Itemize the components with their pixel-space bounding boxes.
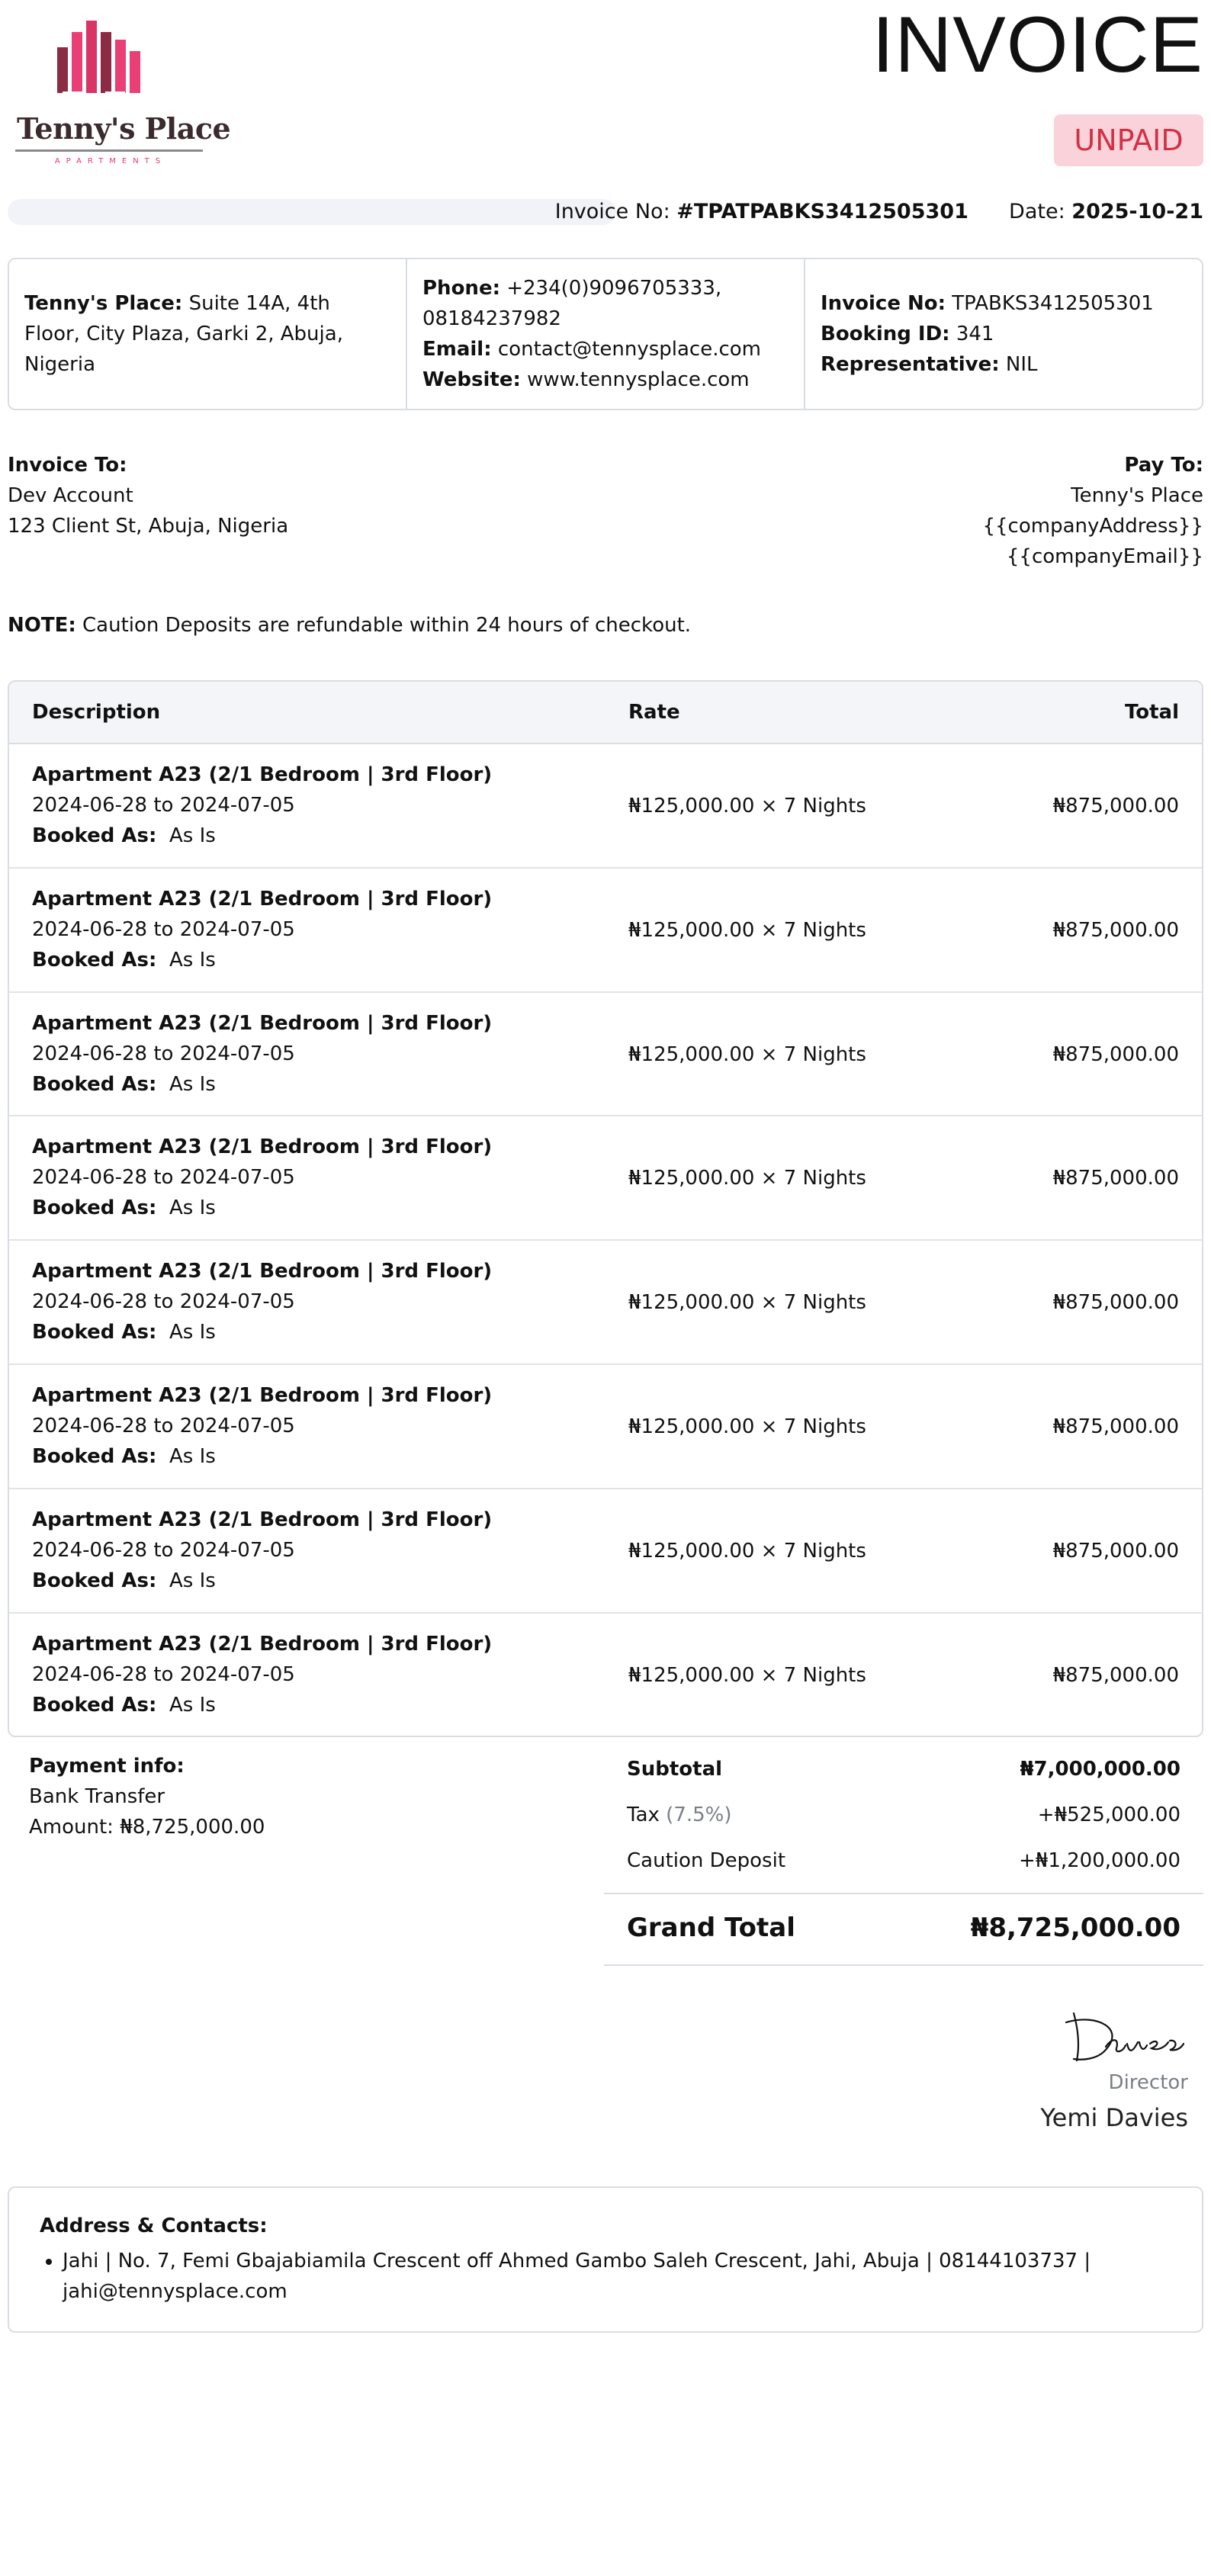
- table-row: [9, 1614, 1202, 1737]
- payee-name: Tenny's Place: [1071, 484, 1203, 507]
- table-header: [9, 682, 1202, 744]
- payee-email: {{companyEmail}}: [1006, 545, 1203, 568]
- signatory-name: Yemi Davies: [1040, 2103, 1188, 2132]
- footer-contacts: [8, 2186, 1203, 2333]
- item-description: [32, 1256, 492, 1347]
- item-name: Apartment A23 (2/1 Bedroom | 3rd Floor): [32, 1011, 493, 1035]
- header-rate: Rate: [628, 701, 680, 724]
- item-total: ₦875,000.00: [1052, 1415, 1179, 1438]
- booked-as-label: Booked As:: [32, 1072, 157, 1096]
- logo-bars-icon: [8, 17, 198, 108]
- item-total: ₦875,000.00: [1052, 1042, 1179, 1066]
- item-name: Apartment A23 (2/1 Bedroom | 3rd Floor): [32, 763, 493, 786]
- booked-as-value: As Is: [169, 1072, 216, 1096]
- booked-as-value: As Is: [169, 1444, 216, 1468]
- phone-label: Phone:: [422, 277, 500, 300]
- tax-row: [604, 1792, 1203, 1838]
- item-description: [32, 1132, 492, 1223]
- pay-to-label: Pay To:: [1124, 454, 1203, 477]
- tax-rate: (7.5%): [666, 1804, 732, 1826]
- company-info-box: [8, 258, 1203, 410]
- booked-as-label: Booked As:: [32, 1321, 157, 1344]
- subtotal-value: ₦7,000,000.00: [1020, 1758, 1180, 1781]
- footer-list: [40, 2246, 1171, 2307]
- phone-value: +234(0)9096705333, 08184237982: [422, 277, 722, 330]
- company-address-col: [9, 259, 406, 409]
- payment-info: [29, 1751, 265, 1842]
- client-name: Dev Account: [8, 484, 133, 507]
- item-total: ₦875,000.00: [1052, 1663, 1179, 1687]
- item-rate: ₦125,000.00 × 7 Nights: [628, 1663, 866, 1687]
- booked-as-label: Booked As:: [32, 1444, 157, 1468]
- info-invoice-no-label: Invoice No:: [821, 292, 946, 315]
- payment-method: Bank Transfer: [29, 1785, 165, 1808]
- table-row: [9, 1489, 1202, 1614]
- item-total: ₦875,000.00: [1052, 1291, 1179, 1315]
- booked-as-label: Booked As:: [32, 1569, 157, 1592]
- signature-image: [1043, 1998, 1188, 2074]
- representative-label: Representative:: [821, 353, 1000, 376]
- info-invoice-no: TPABKS3412505301: [952, 292, 1154, 315]
- item-description: [32, 760, 492, 851]
- booked-as-label: Booked As:: [32, 824, 157, 847]
- email-label: Email:: [422, 338, 492, 361]
- invoice-no-value: #TPATPABKS3412505301: [676, 200, 968, 223]
- item-dates: 2024-06-28 to 2024-07-05: [32, 1662, 295, 1686]
- header-total: Total: [1124, 701, 1179, 724]
- table-row: [9, 993, 1202, 1117]
- pay-to-block: [982, 450, 1203, 572]
- table-row: [9, 1241, 1202, 1365]
- item-dates: 2024-06-28 to 2024-07-05: [32, 1414, 295, 1437]
- note-text: Caution Deposits are refundable within 24 hours of checkout.: [82, 614, 692, 637]
- booked-as-value: As Is: [169, 824, 216, 847]
- note-label: NOTE:: [8, 614, 76, 637]
- grand-total-row: [604, 1893, 1203, 1966]
- date-value: 2025-10-21: [1071, 200, 1203, 223]
- item-dates: 2024-06-28 to 2024-07-05: [32, 794, 295, 817]
- item-description: [32, 884, 492, 975]
- company-contact-col: [406, 259, 804, 409]
- item-dates: 2024-06-28 to 2024-07-05: [32, 1538, 295, 1562]
- item-rate: ₦125,000.00 × 7 Nights: [628, 1291, 866, 1315]
- booked-as-value: As Is: [169, 1321, 216, 1344]
- totals-block: [604, 1746, 1203, 1966]
- logo-wordmark: Tenny's Place: [17, 111, 231, 146]
- company-label: Tenny's Place:: [24, 292, 183, 315]
- invoice-to-label: Invoice To:: [8, 454, 127, 477]
- booked-as-value: As Is: [169, 1196, 216, 1220]
- item-dates: 2024-06-28 to 2024-07-05: [32, 1042, 295, 1065]
- booking-id-value: 341: [956, 323, 994, 345]
- item-dates: 2024-06-28 to 2024-07-05: [32, 1166, 295, 1190]
- table-row: [9, 869, 1202, 993]
- table-row: [9, 1116, 1202, 1241]
- booked-as-label: Booked As:: [32, 1693, 157, 1717]
- booking-id-label: Booking ID:: [821, 323, 950, 345]
- booked-as-label: Booked As:: [32, 1196, 157, 1220]
- item-rate: ₦125,000.00 × 7 Nights: [628, 1415, 866, 1438]
- date-label: Date:: [1009, 200, 1065, 223]
- email-value[interactable]: contact@tennysplace.com: [497, 338, 762, 361]
- payee-address: {{companyAddress}}: [982, 515, 1203, 538]
- invoice-to-block: [8, 450, 288, 541]
- item-name: Apartment A23 (2/1 Bedroom | 3rd Floor): [32, 1632, 493, 1656]
- item-description: [32, 1629, 492, 1720]
- grand-total-label: Grand Total: [627, 1913, 795, 1943]
- item-name: Apartment A23 (2/1 Bedroom | 3rd Floor): [32, 1383, 493, 1407]
- note: [8, 610, 691, 641]
- items-table: [8, 680, 1203, 1737]
- item-rate: ₦125,000.00 × 7 Nights: [628, 1167, 866, 1190]
- caution-label: Caution Deposit: [627, 1849, 786, 1872]
- item-dates: 2024-06-28 to 2024-07-05: [32, 917, 295, 941]
- company-logo: [8, 17, 231, 165]
- grand-total-value: ₦8,725,000.00: [970, 1913, 1180, 1943]
- item-rate: ₦125,000.00 × 7 Nights: [628, 1539, 866, 1563]
- logo-tagline: APARTMENTS: [54, 157, 167, 165]
- item-description: [32, 1380, 492, 1472]
- footer-title: Address & Contacts:: [40, 2215, 268, 2237]
- representative-value: NIL: [1005, 353, 1038, 376]
- website-label: Website:: [422, 368, 521, 391]
- tax-label: Tax: [627, 1804, 660, 1826]
- logo-divider: [15, 149, 203, 152]
- subtotal-label: Subtotal: [627, 1758, 723, 1781]
- item-name: Apartment A23 (2/1 Bedroom | 3rd Floor): [32, 1508, 493, 1531]
- item-name: Apartment A23 (2/1 Bedroom | 3rd Floor): [32, 1260, 493, 1283]
- item-rate: ₦125,000.00 × 7 Nights: [628, 918, 866, 942]
- table-row: [9, 744, 1202, 869]
- client-address: 123 Client St, Abuja, Nigeria: [8, 515, 289, 538]
- booked-as-value: As Is: [169, 1569, 216, 1592]
- item-rate: ₦125,000.00 × 7 Nights: [628, 795, 866, 817]
- invoice-meta: [555, 197, 1203, 227]
- page-title: INVOICE: [872, 1, 1203, 89]
- item-description: [32, 1505, 492, 1596]
- payment-info-title: Payment info:: [29, 1755, 185, 1778]
- item-total: ₦875,000.00: [1052, 1539, 1179, 1563]
- header-description: Description: [32, 701, 161, 724]
- item-description: [32, 1008, 492, 1100]
- booked-as-value: As Is: [169, 948, 216, 972]
- website-value[interactable]: www.tennysplace.com: [527, 368, 750, 391]
- invoice-no-label: Invoice No:: [554, 200, 670, 223]
- booking-info-col: [804, 259, 1202, 409]
- company-address: Suite 14A, 4th Floor, City Plaza, Garki 2, Abuja, Nigeria: [24, 292, 343, 376]
- booked-as-label: Booked As:: [32, 948, 157, 972]
- item-total: ₦875,000.00: [1052, 918, 1179, 942]
- table-row: [9, 1365, 1202, 1489]
- subtotal-row: [604, 1746, 1203, 1792]
- item-total: ₦875,000.00: [1052, 1167, 1179, 1190]
- status-badge: UNPAID: [1054, 114, 1203, 166]
- caution-value: +₦1,200,000.00: [1019, 1849, 1180, 1872]
- booked-as-value: As Is: [169, 1693, 216, 1717]
- item-name: Apartment A23 (2/1 Bedroom | 3rd Floor): [32, 887, 493, 911]
- tax-value: +₦525,000.00: [1037, 1804, 1180, 1826]
- signatory-role: Director: [1108, 2071, 1188, 2094]
- placeholder-bar: [8, 199, 616, 225]
- item-rate: ₦125,000.00 × 7 Nights: [628, 1042, 866, 1066]
- payment-amount: Amount: ₦8,725,000.00: [29, 1816, 265, 1839]
- caution-row: [604, 1838, 1203, 1884]
- item-dates: 2024-06-28 to 2024-07-05: [32, 1290, 295, 1314]
- footer-item: • Jahi | No. 7, Femi Gbajabiamila Crescent off Ahmed Gambo Saleh Crescent, Jahi, Abuja | 08144103737 | jahi@tennysplace.com: [63, 2246, 1171, 2307]
- item-total: ₦875,000.00: [1052, 795, 1179, 817]
- item-name: Apartment A23 (2/1 Bedroom | 3rd Floor): [32, 1135, 493, 1159]
